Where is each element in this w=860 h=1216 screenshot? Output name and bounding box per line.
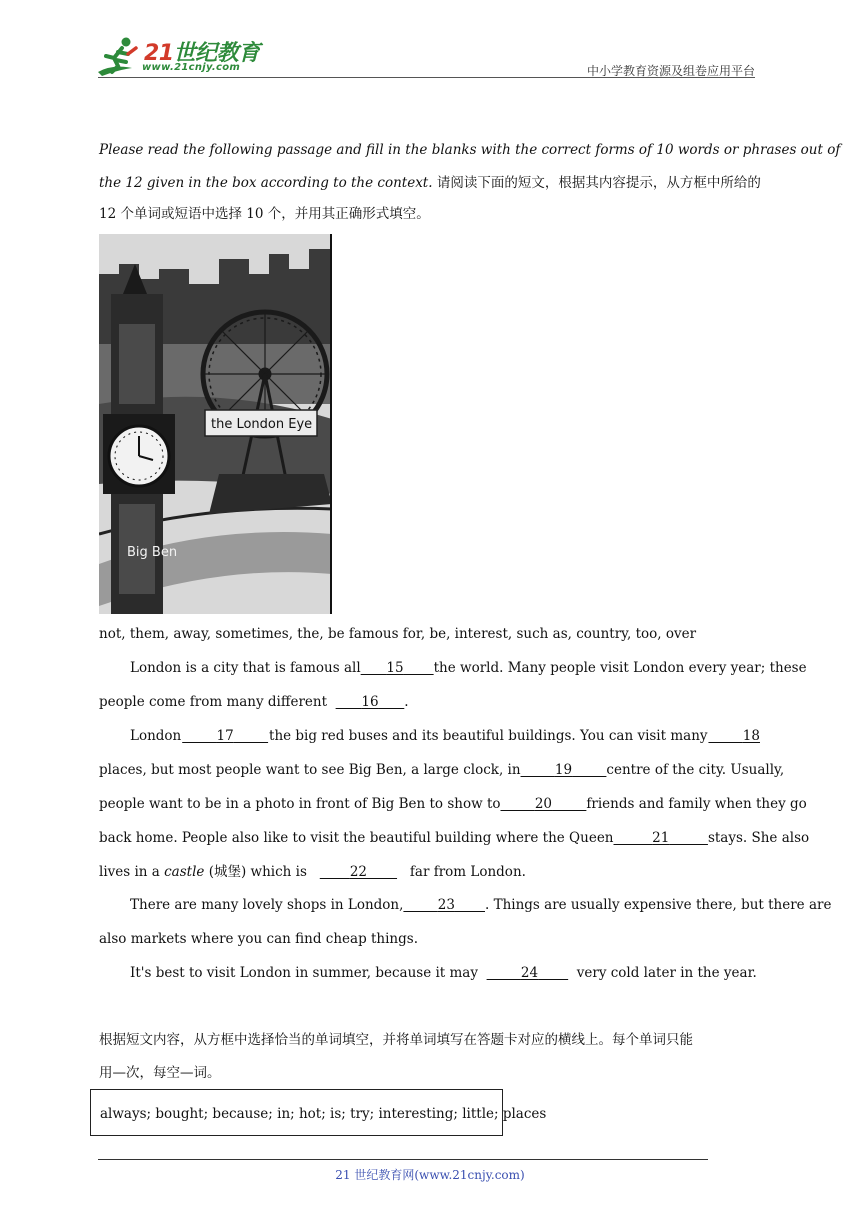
logo-wordmark: 21世纪教育	[144, 41, 260, 66]
passage-text: people want to be in a photo in front of Big Ben to show to	[99, 796, 501, 812]
footer-text[interactable]: 21 世纪教育网(www.21cnjy.com)	[335, 1168, 525, 1182]
blank-19[interactable]: 19	[554, 762, 573, 778]
blank-22[interactable]: 22	[349, 864, 367, 880]
word-box-text: always; bought; because; in; hot; is; try; interesting; little; places	[100, 1106, 547, 1122]
castle-word: castle	[164, 864, 205, 880]
london-illustration	[99, 234, 332, 614]
passage-text: places, but most people want to see Big Ben, a large clock, in	[99, 762, 521, 778]
task2-instruction-line-2: 用—次，每空—词。	[99, 1065, 221, 1081]
blank-21[interactable]: 21	[652, 830, 670, 846]
passage-text: the world. Many people visit London every year; these	[433, 660, 807, 676]
logo-url: www.21cnjy.com	[142, 62, 241, 73]
site-logo	[92, 34, 262, 78]
instruction-line-1: Please read the following passage and fill in the blanks with the correct forms of 10 words or phrases out of	[99, 142, 841, 158]
blank-24[interactable]: 24	[520, 965, 539, 981]
passage-text: friends and family when they go	[586, 796, 807, 812]
passage-text: . Things are usually expensive there, but there are	[485, 897, 832, 913]
passage-line: people come from many different 16 .	[99, 694, 409, 710]
instruction-line-3: 12 个单词或短语中选择 10 个，并用其正确形式填空。	[99, 206, 430, 222]
big-ben-label: Big Ben	[127, 545, 178, 560]
passage-line	[99, 830, 810, 846]
blank-23[interactable]: 23	[437, 897, 455, 913]
header-platform-text: 中小学教育资源及组卷应用平台	[586, 64, 755, 78]
word-list: not, them, away, sometimes, the, be famous for, be, interest, such as, country, too, over	[99, 626, 697, 642]
passage-text: very cold later in the year.	[576, 965, 757, 981]
passage-text: centre of the city. Usually,	[606, 762, 785, 778]
passage-text: people come from many different	[99, 694, 328, 710]
passage-line	[130, 728, 760, 744]
passage-text: (城堡) which is	[208, 864, 307, 880]
passage-text: far from London.	[409, 864, 526, 880]
blank-18[interactable]: 18	[742, 728, 760, 744]
passage-line	[99, 762, 785, 778]
instruction-line-2	[99, 175, 761, 191]
passage-line	[99, 796, 807, 812]
footer-divider	[98, 1159, 708, 1160]
passage-line	[130, 660, 807, 676]
passage-text: London	[130, 728, 182, 744]
blank-16[interactable]: 16	[361, 694, 379, 710]
header-divider	[98, 77, 755, 78]
london-eye-label: the London Eye	[211, 417, 313, 432]
blank-17[interactable]: 17	[216, 728, 234, 744]
passage-line	[130, 965, 757, 981]
passage-line: also markets where you can find cheap things.	[99, 931, 418, 947]
passage-text: London is a city that is famous all	[130, 660, 361, 676]
instruction-en: the 12 given in the box according to the context.	[99, 175, 433, 191]
passage-line	[99, 864, 526, 880]
passage-text: back home. People also like to visit the beautiful building where the Queen	[99, 830, 614, 846]
passage-text: the big red buses and its beautiful buildings. You can visit many	[269, 728, 708, 744]
word-box	[90, 1089, 547, 1136]
passage-text: stays. She also	[707, 830, 810, 846]
runner-logo-icon	[92, 34, 146, 78]
passage-text: It's best to visit London in summer, because it may	[130, 965, 478, 981]
blank-20[interactable]: 20	[534, 796, 553, 812]
passage-text: lives in a	[99, 864, 160, 880]
task2-instruction-line-1: 根据短文内容，从方框中选择恰当的单词填空，并将单词填写在答题卡对应的横线上。每个单词只能	[99, 1032, 693, 1048]
passage-text: There are many lovely shops in London,	[130, 897, 404, 913]
blank-15[interactable]: 15	[386, 660, 404, 676]
passage-line	[130, 897, 832, 913]
instruction-cn: 请阅读下面的短文，根据其内容提示，从方框中所给的	[436, 175, 761, 191]
